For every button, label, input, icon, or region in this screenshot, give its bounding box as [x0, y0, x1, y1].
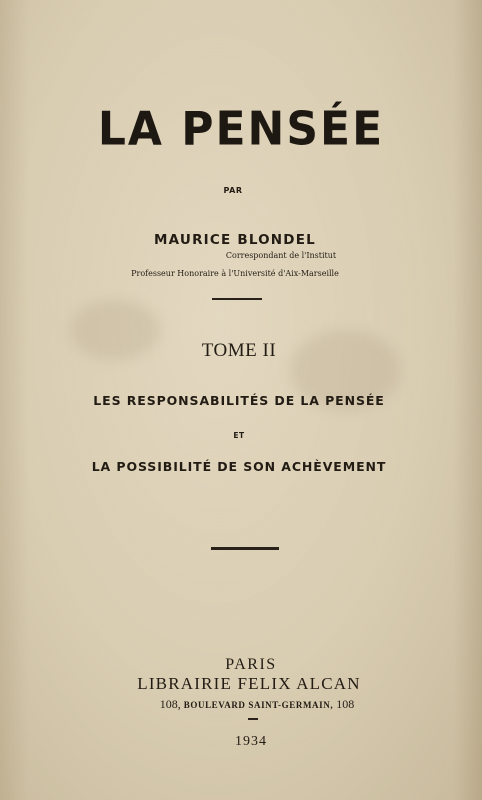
divider-rule	[211, 547, 279, 550]
book-title: LA PENSÉE	[97, 102, 385, 157]
author-name: MAURICE BLONDEL	[154, 232, 316, 248]
author-role-institut: Correspondant de l'Institut	[225, 251, 337, 260]
address-number: 108,	[159, 697, 181, 711]
subtitle-line-2: LA POSSIBILITÉ DE SON ACHÈVEMENT	[91, 459, 387, 474]
publisher-address	[16, 697, 482, 712]
volume-number: TOME II	[201, 340, 277, 361]
publication-city: PARIS	[225, 656, 277, 673]
publication-year: 1934	[235, 734, 267, 749]
divider-dash	[248, 718, 258, 720]
divider-rule	[212, 298, 262, 300]
publisher-name: LIBRAIRIE FELIX ALCAN	[137, 674, 361, 693]
subtitle-conjunction: ET	[233, 431, 245, 440]
author-role-professor: Professeur Honoraire à l'Université d'Aix-Marseille	[131, 269, 339, 278]
subtitle-line-1: LES RESPONSABILITÉS DE LA PENSÉE	[93, 393, 385, 408]
by-label: PAR	[223, 186, 243, 195]
address-street: BOULEVARD SAINT-GERMAIN,	[183, 700, 334, 710]
address-number: 108	[336, 697, 355, 711]
